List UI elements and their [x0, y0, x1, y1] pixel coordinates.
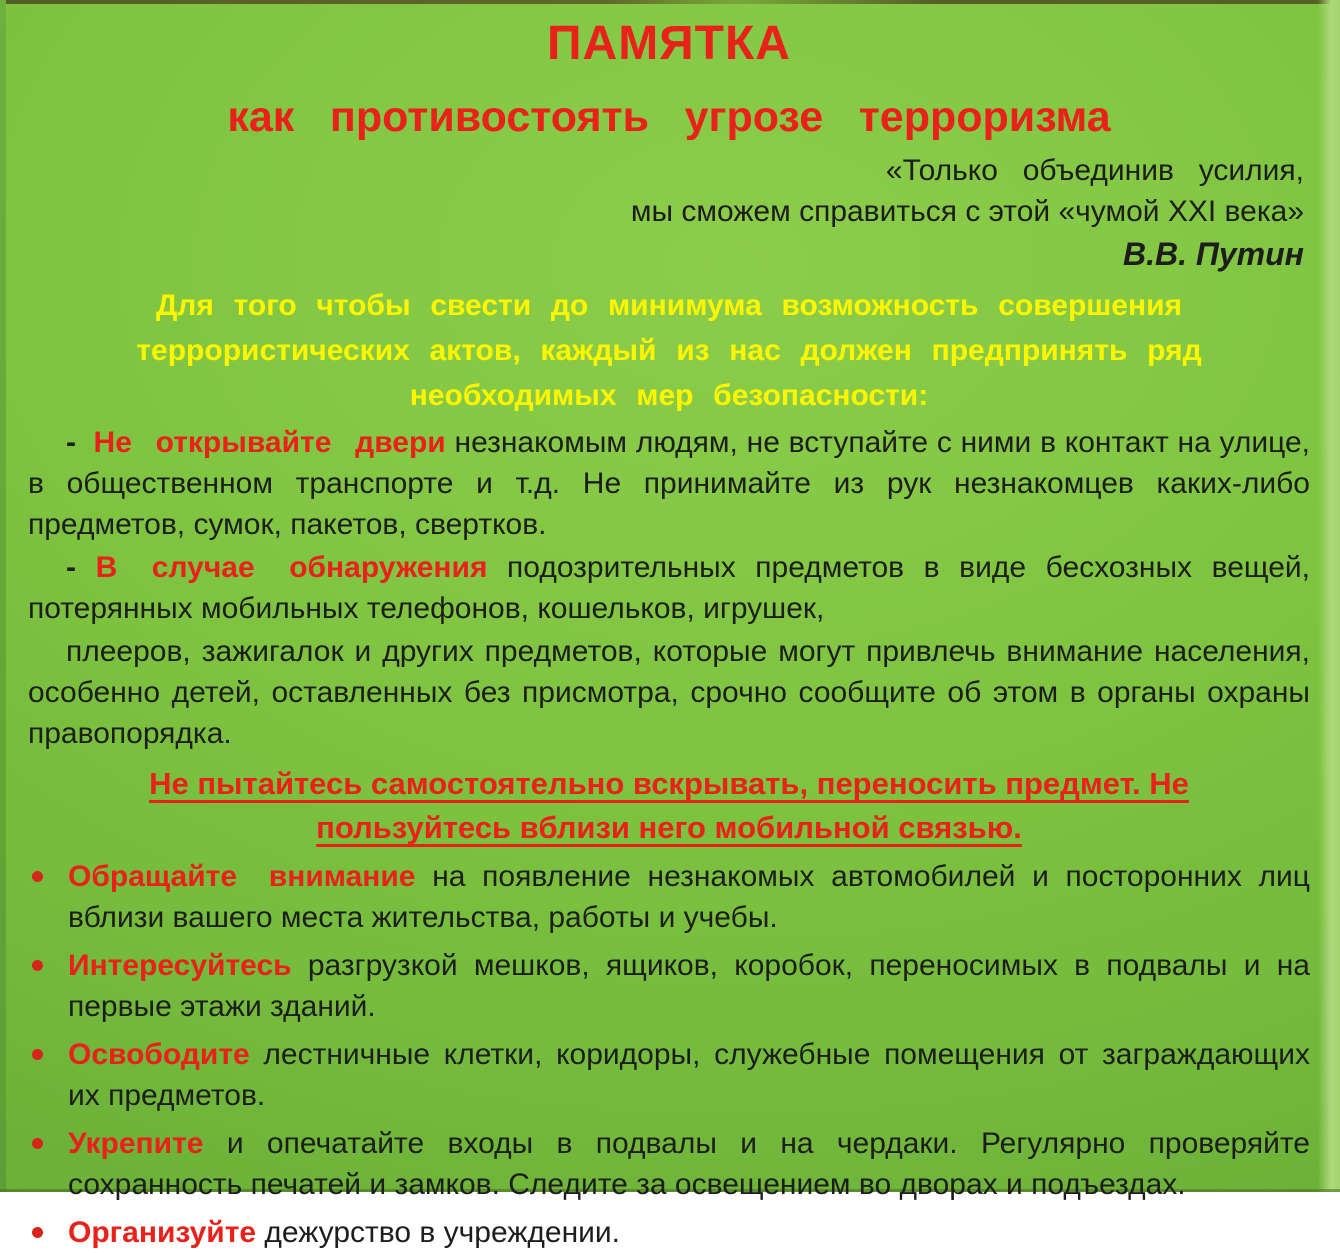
- paragraph-dash: -: [66, 551, 76, 584]
- bullet-dot-icon: [32, 1227, 43, 1238]
- paragraph-lead: Не открывайте двери: [93, 426, 446, 459]
- list-item-take-interest: [28, 945, 1310, 1027]
- intro-paragraph: Для того чтобы свести до минимума возможность совершения террористических актов, каждый из нас должен предпринять ряд необходимых мер безопасности:: [136, 289, 1202, 412]
- quote-line-1: «Только объединив усилия,: [885, 154, 1304, 187]
- page-subtitle: как противостоять угрозе терроризма: [227, 93, 1111, 141]
- bullet-dot-icon: [32, 871, 43, 882]
- paragraph-suspicious-objects: [28, 547, 1310, 629]
- list-item-clear-stairwells: [28, 1034, 1310, 1116]
- bullet-text: на появление незнакомых автомобилей и посторонних лиц вблизи вашего места жительства, работы и учебы.: [68, 860, 1310, 934]
- bullet-lead: Освободите: [68, 1038, 250, 1071]
- bullet-text: и опечатайте входы в подвалы и на чердаки. Регулярно проверяйте сохранность печатей и замков. Следите за освещением во дворах и подъездах.: [68, 1127, 1310, 1201]
- paragraph-lead: В случае обнаружения: [95, 551, 488, 584]
- list-item-organize-duty: [28, 1212, 1310, 1253]
- bullet-dot-icon: [32, 1138, 43, 1149]
- bullet-dot-icon: [32, 1049, 43, 1060]
- page-title: ПАМЯТКА: [547, 17, 791, 70]
- quote-block: [28, 150, 1310, 275]
- quote-line-2: мы сможем справиться с этой «чумой XXI века»: [630, 195, 1304, 228]
- safety-bullet-list: [28, 856, 1310, 1253]
- quote-author: В.В. Путин: [1122, 236, 1304, 272]
- bullet-dot-icon: [32, 960, 43, 971]
- list-item-secure-entrances: [28, 1123, 1310, 1205]
- bullet-lead: Организуйте: [68, 1216, 257, 1249]
- paragraph-dash: -: [66, 426, 76, 459]
- paragraph-text: плееров, зажигалок и других предметов, которые могут привлечь внимание населения, особенно детей, оставленных без присмотра, срочно сообщите об этом в органы охраны правопорядка.: [28, 635, 1310, 750]
- bullet-text: лестничные клетки, коридоры, служебные помещения от заграждающих их предметов.: [68, 1038, 1310, 1112]
- bullet-text: разгрузкой мешков, ящиков, коробок, переносимых в подвалы и на первые этажи зданий.: [68, 949, 1310, 1023]
- paragraph-text: подозрительных предметов в виде бесхозных вещей, потерянных мобильных телефонов, кошельков, игрушек,: [28, 551, 1311, 625]
- paragraph-text: незнакомым людям, не вступайте с ними в контакт на улице, в общественном транспорте и т.д. Не принимайте из рук незнакомцев каких-либо предметов, сумок, пакетов, свертков.: [28, 426, 1311, 541]
- bullet-lead: Укрепите: [68, 1127, 204, 1160]
- paragraph-do-not-open-doors: [28, 422, 1310, 545]
- bullet-text: дежурство в учреждении.: [264, 1216, 620, 1249]
- bullet-lead: Обращайте внимание: [68, 860, 416, 893]
- list-item-pay-attention: [28, 856, 1310, 938]
- paragraph-suspicious-objects-continued: [28, 631, 1310, 754]
- warning-underlined: Не пытайтесь самостоятельно вскрывать, переносить предмет. Не пользуйтесь вблизи него мобильной связью.: [149, 766, 1189, 845]
- bullet-lead: Интересуйтесь: [68, 949, 292, 982]
